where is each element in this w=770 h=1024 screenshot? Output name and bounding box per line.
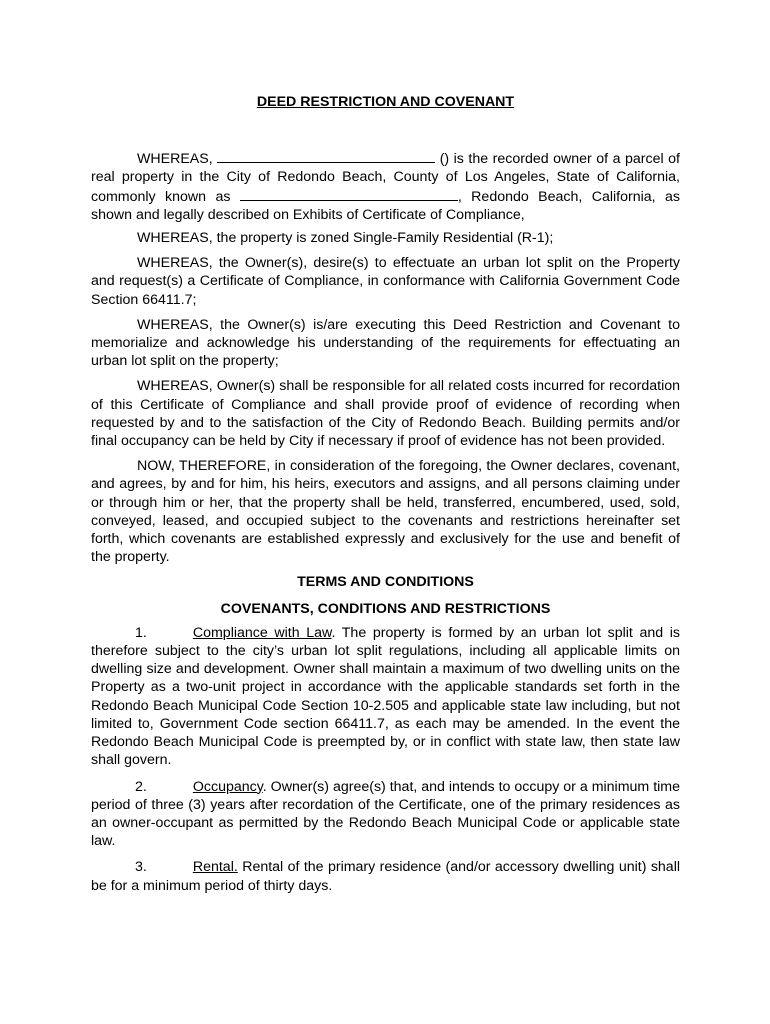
document-page	[91, 93, 680, 903]
property-address-blank	[240, 187, 458, 201]
recital-acknowledge: WHEREAS, the Owner(s) is/are executing this Deed Restriction and Covenant to memorialize and acknowledge his understanding of the requirements for effectuating an urban lot split on the property;	[91, 316, 680, 370]
covenants-heading: COVENANTS, CONDITIONS AND RESTRICTIONS	[220, 600, 551, 617]
recital-lot-split: WHEREAS, the Owner(s), desire(s) to effectuate an urban lot split on the Property and request(s) a Certificate of Compliance, in conformance with California Government Code Section 66411.7;	[91, 255, 680, 308]
term-title: Occupancy	[192, 778, 263, 795]
recital-owner-part-c: , Redondo Beach, California, as shown and legally described on Exhibits of Certificate of Compliance,	[91, 188, 680, 223]
term-occupancy	[91, 778, 680, 851]
owner-name-blank	[217, 149, 435, 163]
recital-owner-part-a: WHEREAS,	[137, 151, 218, 168]
recital-now-therefore: NOW, THEREFORE, in consideration of the foregoing, the Owner declares, covenant, and agrees, by and for him, his heirs, executors and assigns, and all persons claiming under or through him or her, that the property shall be held, transferred, encumbered, used, sold, conveyed, leased, and occupied subject to the covenants and restrictions hereinafter set forth, which covenants are established expressly and exclusively for the use and benefit of the property.	[91, 458, 680, 566]
term-number: 1.	[135, 624, 147, 641]
term-body: . The property is formed by an urban lot split and is therefore subject to the city’s urban lot split regulations, including all applicable limits on dwelling size and development. Owner shall maintain a maximum of two dwelling units on the Property as a two-unit project in accordance with the applicable standards set forth in the Redondo Beach Municipal Code Section 10-2.505 and applicable state law including, but not limited to, Government Code section 66411.7, as each may be amended. In the event the Redondo Beach Municipal Code is preempted by, or in conflict with state law, then state law shall govern.	[91, 624, 680, 769]
term-title: Compliance with Law	[192, 624, 332, 641]
document-title: DEED RESTRICTION AND COVENANT	[256, 94, 515, 110]
term-body: Rental of the primary residence (and/or accessory dwelling unit) shall be for a minimum period of thirty days.	[91, 859, 680, 894]
term-rental	[91, 858, 680, 894]
term-compliance	[91, 624, 680, 770]
terms-heading: TERMS AND CONDITIONS	[297, 574, 474, 591]
term-number: 3.	[135, 859, 147, 876]
term-body: . Owner(s) agree(s) that, and intends to occupy or a minimum time period of three (3) years after recordation of the Certificate, one of the primary residences as an owner-occupant as permitted by the Redondo Beach Municipal Code or applicable state law.	[91, 778, 680, 850]
recital-costs: WHEREAS, Owner(s) shall be responsible for all related costs incurred for recordation of this Certificate of Compliance and shall provide proof of evidence of recording when requested by and to the satisfaction of the City of Redondo Beach. Building permits and/or final occupancy can be held by City if necessary if proof of evidence has not been provided.	[91, 378, 680, 450]
recital-owner	[91, 149, 680, 224]
recital-zoning: WHEREAS, the property is zoned Single-Family Residential (R-1);	[137, 230, 554, 247]
term-number: 2.	[135, 778, 147, 795]
term-title: Rental.	[192, 859, 238, 876]
recital-owner-part-b: () is the recorded owner of a parcel of real property in the City of Redondo Beach, County of Los Angeles, State of California, commonly known as	[91, 151, 680, 205]
